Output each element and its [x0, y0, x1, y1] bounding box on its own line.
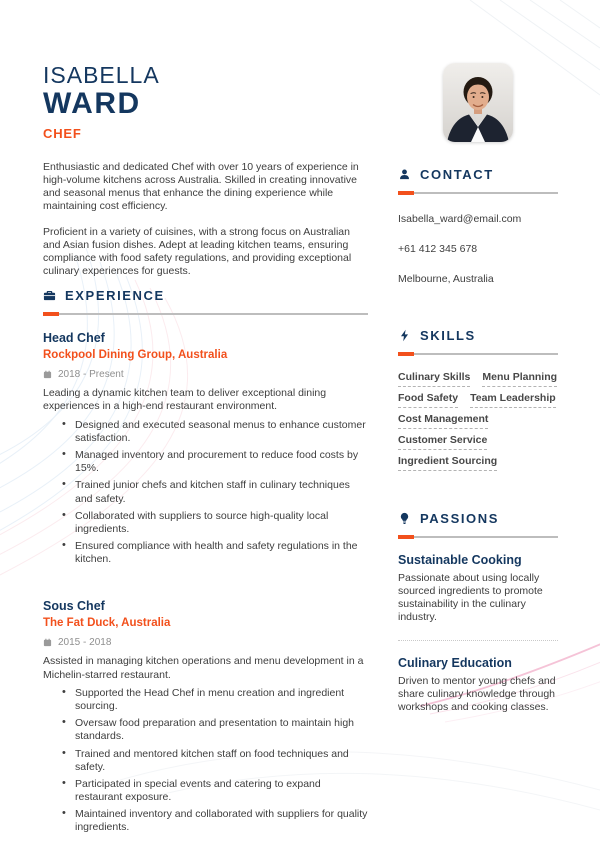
passions-list	[398, 553, 558, 714]
job-bullet-list	[43, 419, 368, 566]
bolt-icon	[398, 329, 411, 342]
experience-section	[43, 288, 368, 850]
profile-photo	[443, 63, 513, 142]
user-icon	[398, 168, 411, 181]
job-dates	[43, 369, 368, 380]
job-bullet: • Participated in special events and catering to expand restaurant exposure.	[75, 778, 368, 804]
skill-tag: Team Leadership	[470, 392, 556, 408]
skills-list	[398, 371, 568, 471]
contact-section	[398, 167, 558, 285]
passions-section	[398, 511, 558, 714]
skill-tag: Ingredient Sourcing	[398, 455, 497, 471]
sidebar	[398, 167, 558, 714]
job-company: The Fat Duck, Australia	[43, 617, 171, 630]
contact-email: Isabella_ward@email.com	[398, 213, 522, 225]
passion-culinary-education	[398, 656, 558, 714]
passion-text: Driven to mentor young chefs and share culinary knowledge through workshops and cooking classes.	[398, 674, 556, 713]
skills-header	[398, 328, 558, 343]
job-description: Assisted in managing kitchen operations and menu development in a Michelin-starred restaurant.	[43, 655, 364, 681]
passion-sustainable-cooking	[398, 553, 558, 625]
job-bullet: • Oversaw food preparation and presentation to maintain high standards.	[75, 717, 368, 743]
job-bullet: • Trained and mentored kitchen staff on food techniques and safety.	[75, 748, 368, 774]
passions-heading: PASSIONS	[420, 511, 500, 526]
job-bullet: • Maintained inventory and collaborated with suppliers for quality ingredients.	[75, 808, 368, 834]
contact-header	[398, 167, 558, 182]
skill-tag: Cost Management	[398, 413, 488, 429]
passions-divider	[398, 640, 558, 641]
experience-header	[43, 288, 368, 303]
profile-summary	[43, 161, 367, 291]
skill-tag: Food Safety	[398, 392, 458, 408]
contact-location: Melbourne, Australia	[398, 273, 494, 285]
passion-text: Passionate about using locally sourced ingredients to promote sustainability in the culinary industry.	[398, 572, 543, 624]
section-divider	[398, 352, 558, 356]
passion-title: Sustainable Cooking	[398, 553, 522, 567]
skills-section	[398, 328, 558, 471]
experience-heading: EXPERIENCE	[65, 288, 165, 303]
job-bullet: • Ensured compliance with health and safety regulations in the kitchen.	[75, 540, 368, 566]
first-name: ISABELLA	[43, 62, 160, 88]
skill-tag: Customer Service	[398, 434, 487, 450]
job-bullet: • Designed and executed seasonal menus to enhance customer satisfaction.	[75, 419, 368, 445]
contact-heading: CONTACT	[420, 167, 494, 182]
job-title: Head Chef	[43, 331, 105, 345]
calendar-icon	[43, 370, 52, 379]
contact-items	[398, 213, 558, 285]
portrait-illustration	[443, 63, 513, 142]
job-dates-text: 2015 - 2018	[58, 637, 112, 649]
passions-header	[398, 511, 558, 526]
section-divider	[398, 191, 558, 195]
contact-phone: +61 412 345 678	[398, 243, 478, 255]
job-title: Sous Chef	[43, 599, 105, 614]
role-title: CHEF	[43, 126, 82, 141]
job-bullet-list	[43, 687, 368, 834]
job-dates	[43, 637, 368, 648]
skill-tag: Menu Planning	[482, 371, 557, 387]
last-name: WARD	[43, 87, 141, 120]
section-divider	[398, 535, 558, 539]
job-bullet: • Trained junior chefs and kitchen staff in culinary techniques and safety.	[75, 479, 368, 505]
summary-paragraph-2: Proficient in a variety of cuisines, with a strong focus on Australian and Asian fusion dishes. Adept at leading kitchen teams, ensuring compliance with food safety regulations, and providing exceptional culinary experiences for guests.	[43, 226, 352, 278]
skill-tag: Culinary Skills	[398, 371, 470, 387]
section-divider	[43, 312, 368, 316]
calendar-icon	[43, 638, 52, 647]
lightbulb-icon	[398, 512, 411, 525]
passion-title: Culinary Education	[398, 655, 512, 670]
briefcase-icon	[43, 289, 56, 302]
job-bullet: • Supported the Head Chef in menu creation and ingredient sourcing.	[75, 687, 368, 713]
job-description: Leading a dynamic kitchen team to deliver exceptional dining experiences in a high-end restaurant environment.	[43, 387, 327, 413]
job-bullet: • Collaborated with suppliers to source high-quality local ingredients.	[75, 510, 368, 536]
job-bullet: • Managed inventory and procurement to reduce food costs by 15%.	[75, 449, 368, 475]
job-dates-text: 2018 - Present	[58, 369, 124, 380]
skills-heading: SKILLS	[420, 328, 476, 343]
summary-paragraph-1: Enthusiastic and dedicated Chef with over 10 years of experience in high-volume kitchens across Australia. Skilled in creating innovative and seasonal menus that enhance the dining experience while maintaining cost efficiency.	[43, 161, 359, 213]
job-entry-sous-chef	[43, 599, 368, 834]
job-company: Rockpool Dining Group, Australia	[43, 349, 228, 361]
job-entry-head-chef	[43, 331, 368, 566]
